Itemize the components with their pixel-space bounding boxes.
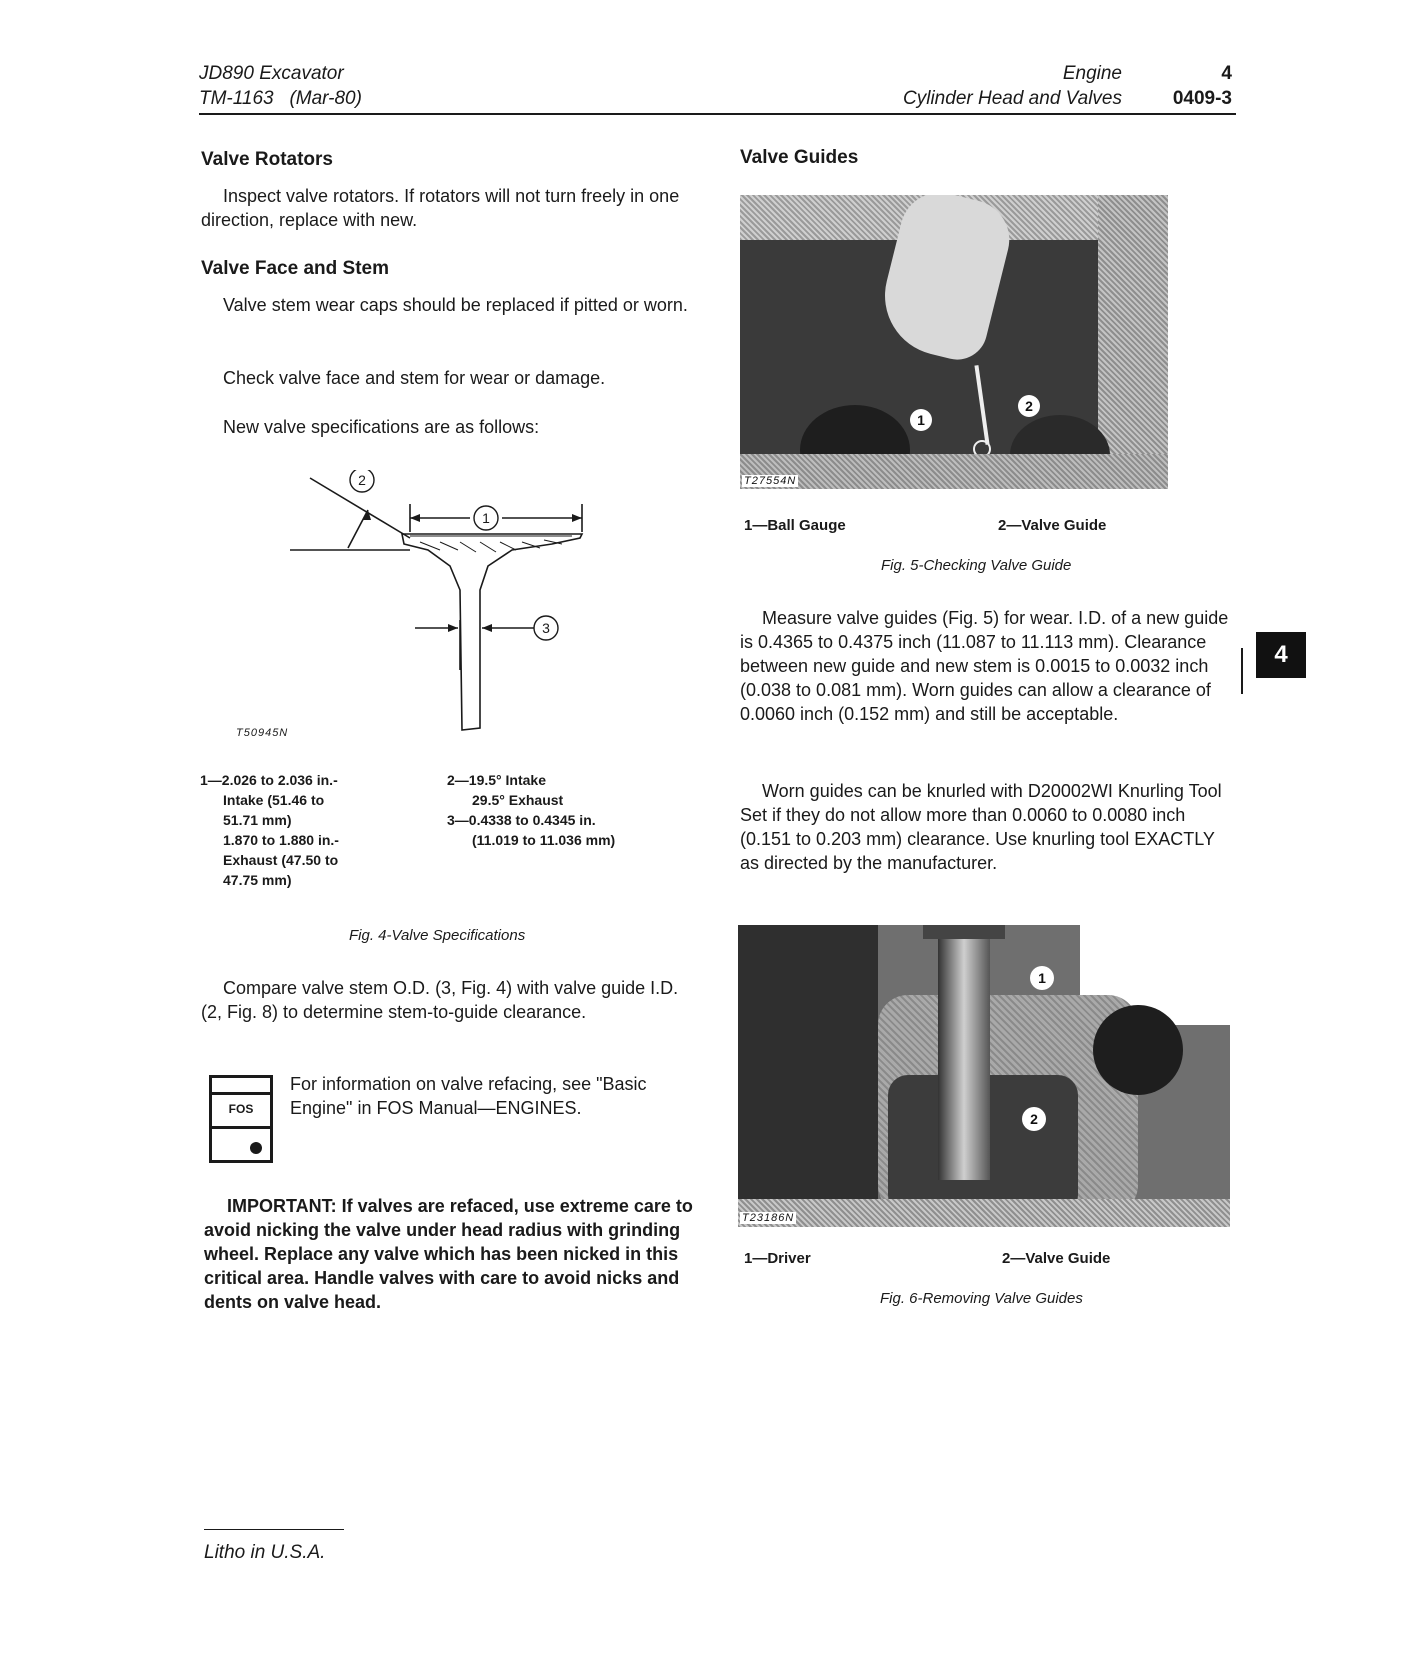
figure6-callout-2: 2 [1022,1107,1046,1131]
heading-valve-rotators: Valve Rotators [201,149,333,170]
heading-valve-face-stem: Valve Face and Stem [201,258,389,279]
fos-icon-label: FOS [228,1102,254,1116]
figure6-photo [738,925,1230,1227]
figure6-callout-1: 1 [1030,966,1054,990]
paragraph-fos-reference: For information on valve refacing, see "Basic Engine" in FOS Manual—ENGINES. [290,1074,647,1118]
figure5-label-1: 1—Ball Gauge [744,517,846,534]
header-rule [199,113,1236,115]
spec-1: 1—2.026 to 2.036 in.- Intake (51.46 to 51.71 mm) 1.870 to 1.880 in.- Exhaust (47.50 to 47.75 mm) [200,772,339,888]
valve-specifications-diagram [290,470,610,760]
figure5-photo [740,195,1168,489]
section-title: Engine [1062,63,1122,84]
figure5-label-2: 2—Valve Guide [998,517,1107,534]
group-title: Cylinder Head and Valves [903,88,1122,109]
page-number: 0409-3 [1172,88,1232,109]
paragraph-check-face: Check valve face and stem for wear or damage. [223,368,606,388]
paragraph-measure-guides: Measure valve guides (Fig. 5) for wear. I.D. of a new guide is 0.4365 to 0.4375 inch (11.087 to 11.113 mm). Clearance between new guide and new stem is 0.0015 to 0.0032 inch (0.038 to 0.081 mm). Worn guides can allow a clearance of 0.0060 inch (0.152 mm) and still be acceptable. [740,608,1229,724]
callout-3: 3 [542,620,550,636]
figure5-callout-1: 1 [910,409,932,431]
spec-2: 2—19.5° Intake 29.5° Exhaust [447,772,564,808]
callout-1: 1 [482,510,490,526]
paragraph-wear-caps: Valve stem wear caps should be replaced if pitted or worn. [223,295,688,315]
important-notice: IMPORTANT: If valves are refaced, use extreme care to avoid nicking the valve under head radius with grinding wheel. Replace any valve which has been nicked in this critical area. Handle valves with care to avoid nicks and dents on valve head. [204,1196,693,1312]
section-number: 4 [1221,63,1232,84]
change-bar [1241,648,1243,694]
figure5-caption: Fig. 5-Checking Valve Guide [881,557,1072,574]
footer-rule [204,1529,344,1530]
paragraph-specs-intro: New valve specifications are as follows: [223,417,540,437]
figure5-image-code: T27554N [744,475,797,487]
heading-valve-guides: Valve Guides [740,147,859,168]
manual-model: JD890 Excavator [199,63,344,84]
spec-3: 3—0.4338 to 0.4345 in. (11.019 to 11.036 mm) [447,812,616,848]
figure5-callout-2: 2 [1018,395,1040,417]
figure4-image-code: T50945N [236,727,289,739]
figure4-caption: Fig. 4-Valve Specifications [349,927,526,944]
callout-2: 2 [358,472,366,488]
manual-number: TM-1163 (Mar-80) [199,88,362,109]
paragraph-rotators: Inspect valve rotators. If rotators will not turn freely in one direction, replace with new. [201,186,680,230]
litho-note: Litho in U.S.A. [204,1542,326,1563]
figure6-image-code: T23186N [742,1212,795,1224]
section-side-tab: 4 [1256,632,1306,678]
figure6-label-1: 1—Driver [744,1250,811,1267]
fos-manual-icon [209,1075,273,1163]
figure6-label-2: 2—Valve Guide [1002,1250,1111,1267]
paragraph-knurling: Worn guides can be knurled with D20002WI Knurling Tool Set if they do not allow more than 0.0060 to 0.0080 inch (0.151 to 0.203 mm) clearance. Use knurling tool EXACTLY as directed by the manufacturer. [740,781,1222,873]
figure6-caption: Fig. 6-Removing Valve Guides [880,1290,1083,1307]
paragraph-compare: Compare valve stem O.D. (3, Fig. 4) with valve guide I.D. (2, Fig. 8) to determine stem-to-guide clearance. [201,978,679,1022]
